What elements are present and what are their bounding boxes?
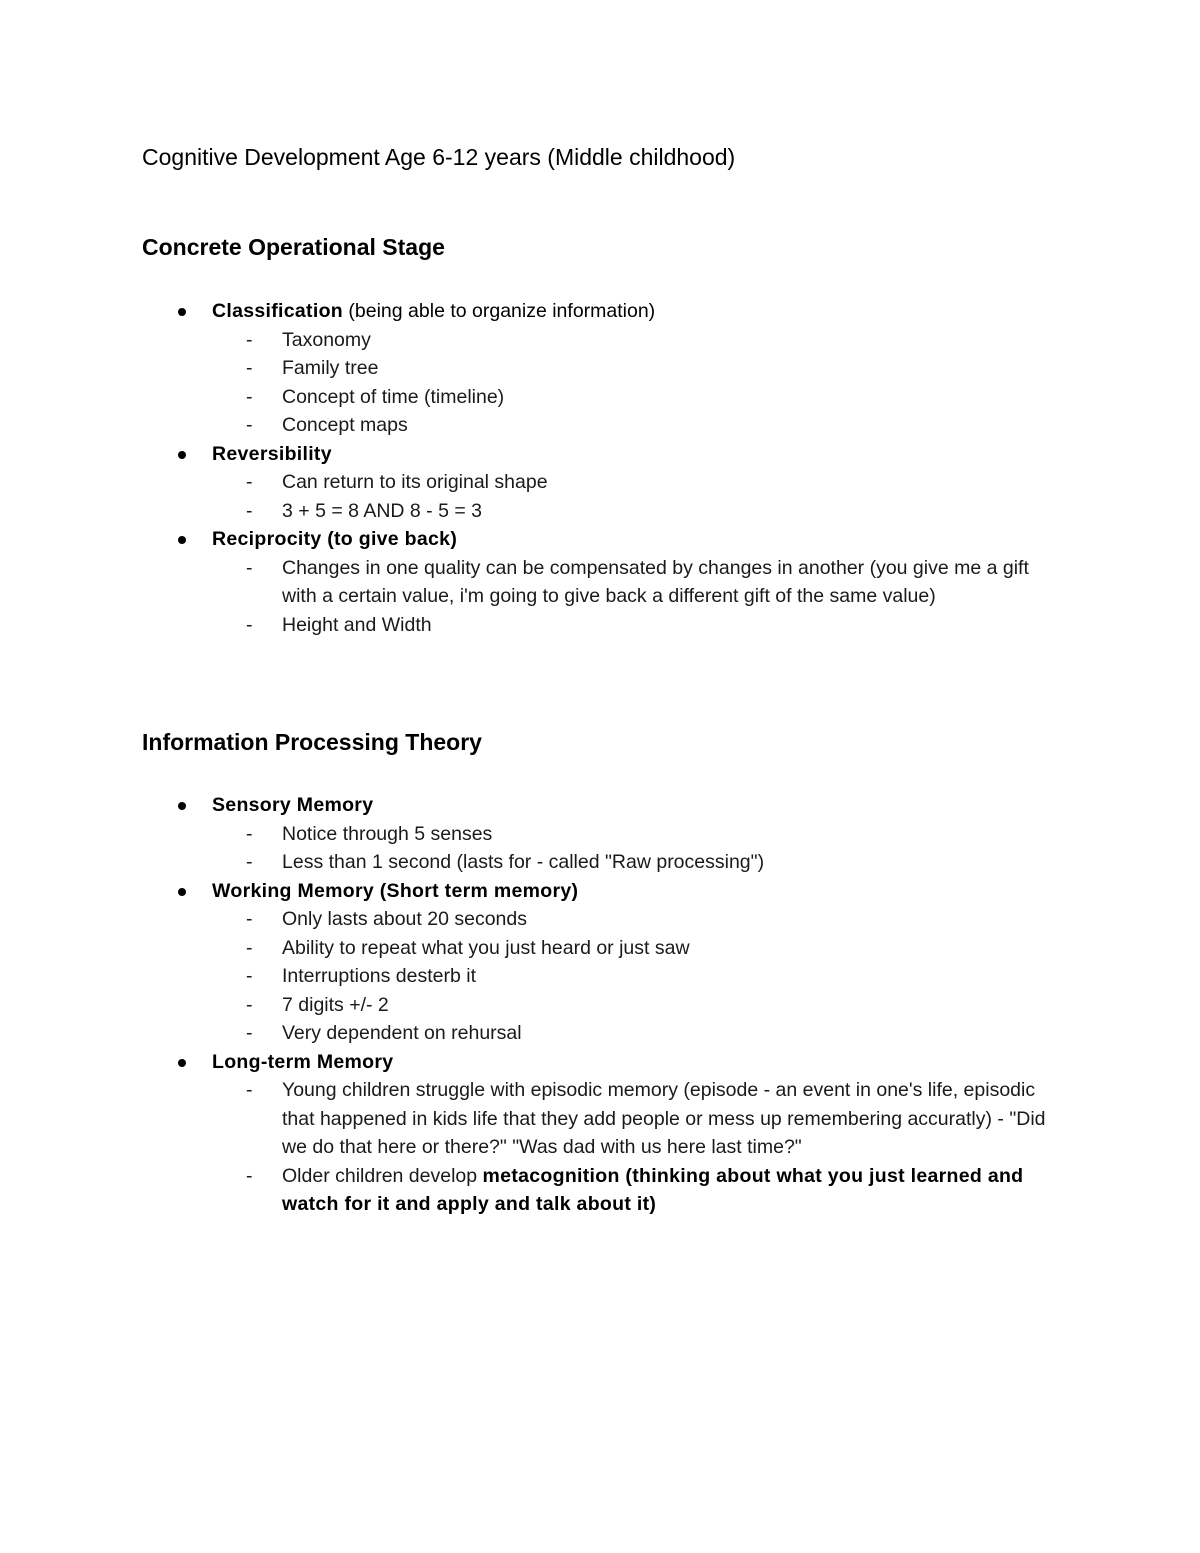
dash-marker: - [246, 328, 253, 351]
topic-reciprocity [142, 525, 1062, 639]
dash-marker: - [246, 851, 253, 873]
list-item-text: Older children develop [282, 1164, 483, 1187]
dash-marker: - [246, 1079, 253, 1101]
sub-list [142, 1076, 1062, 1219]
dash-marker: - [246, 936, 253, 959]
dash-marker: - [246, 613, 253, 636]
list-item [142, 411, 1062, 440]
list-item-text: Ability to repeat what you just heard or just saw [282, 936, 690, 959]
list-item-text: Concept maps [282, 414, 408, 436]
bullet-icon [178, 536, 186, 544]
document-title: Cognitive Development Age 6-12 years (Middle childhood) [142, 144, 736, 170]
bullet-icon [178, 802, 186, 810]
dash-marker: - [246, 1164, 253, 1187]
dash-marker: - [246, 993, 253, 1016]
list-item-text: Height and Width [282, 613, 432, 636]
bullet-icon [178, 308, 186, 316]
list-item [142, 1162, 1062, 1219]
dash-marker: - [246, 822, 253, 845]
dash-marker: - [246, 414, 253, 436]
list-item [142, 1019, 1062, 1048]
list-item [142, 962, 1062, 991]
topic-reversibility [142, 440, 1062, 526]
sub-list [142, 820, 1062, 877]
list-item-text: Only lasts about 20 seconds [282, 908, 527, 930]
list-item [142, 820, 1062, 849]
list-item [142, 905, 1062, 934]
sub-list [142, 905, 1062, 1048]
list-item-text: Family tree [282, 357, 379, 379]
bullet-icon [178, 1059, 186, 1067]
sub-list [142, 326, 1062, 440]
topic-label: Classification [212, 300, 343, 322]
list-item [142, 934, 1062, 963]
metacognition-definition: metacognition (thinking about what you just learned and watch for it and apply and talk about it) [282, 1164, 1024, 1215]
list-item [142, 1076, 1062, 1162]
list-item-text: Notice through 5 senses [282, 822, 493, 845]
dash-marker: - [246, 556, 253, 579]
topic-working-memory [142, 877, 1062, 1048]
topic-long-term-memory [142, 1048, 1062, 1219]
list-item-text: 3 + 5 = 8 AND 8 - 5 = 3 [282, 499, 482, 522]
list-item-text: Changes in one quality can be compensated by changes in another (you give me a gift with a certain value, i'm going to give back a different gift of the same value) [282, 556, 1029, 607]
dash-marker: - [246, 357, 253, 379]
list-item [142, 326, 1062, 355]
concrete-operational-list [142, 297, 1062, 639]
topic-sensory-memory [142, 791, 1062, 877]
list-item-text: Young children struggle with episodic memory (episode - an event in one's life, episodic that happened in kids life that they add people or mess up remembering accuratly) - "Did we do that here or there?" "Was dad with us here last time?" [282, 1079, 1046, 1158]
list-item [142, 611, 1062, 640]
list-item [142, 497, 1062, 526]
topic-classification [142, 297, 1062, 440]
topic-label: Reciprocity (to give back) [212, 528, 458, 550]
section-heading-information-processing: Information Processing Theory [142, 729, 482, 755]
list-item-text: Interruptions desterb it [282, 965, 477, 987]
list-item [142, 991, 1062, 1020]
dash-marker: - [246, 385, 253, 408]
topic-note: (being able to organize information) [343, 300, 656, 322]
list-item [142, 383, 1062, 412]
bullet-icon [178, 451, 186, 459]
topic-label: Working Memory (Short term memory) [212, 879, 579, 902]
list-item-text: 7 digits +/- 2 [282, 993, 389, 1016]
section-heading-concrete-operational: Concrete Operational Stage [142, 234, 445, 260]
list-item-text: Concept of time (timeline) [282, 385, 505, 408]
list-item [142, 354, 1062, 383]
information-processing-list [142, 791, 1062, 1219]
topic-label: Reversibility [212, 442, 332, 465]
list-item [142, 554, 1062, 611]
dash-marker: - [246, 1022, 253, 1044]
list-item [142, 848, 1062, 877]
sub-list [142, 554, 1062, 640]
list-item [142, 468, 1062, 497]
list-item-text: Less than 1 second (lasts for - called "Raw processing") [282, 851, 765, 873]
dash-marker: - [246, 471, 253, 493]
dash-marker: - [246, 499, 253, 522]
topic-label: Sensory Memory [212, 794, 374, 816]
list-item-text: Taxonomy [282, 328, 371, 351]
list-item-text: Can return to its original shape [282, 471, 548, 493]
dash-marker: - [246, 908, 253, 930]
sub-list [142, 468, 1062, 525]
list-item-text: Very dependent on rehursal [282, 1022, 522, 1044]
topic-label: Long-term Memory [212, 1050, 394, 1073]
bullet-icon [178, 888, 186, 896]
dash-marker: - [246, 965, 253, 987]
